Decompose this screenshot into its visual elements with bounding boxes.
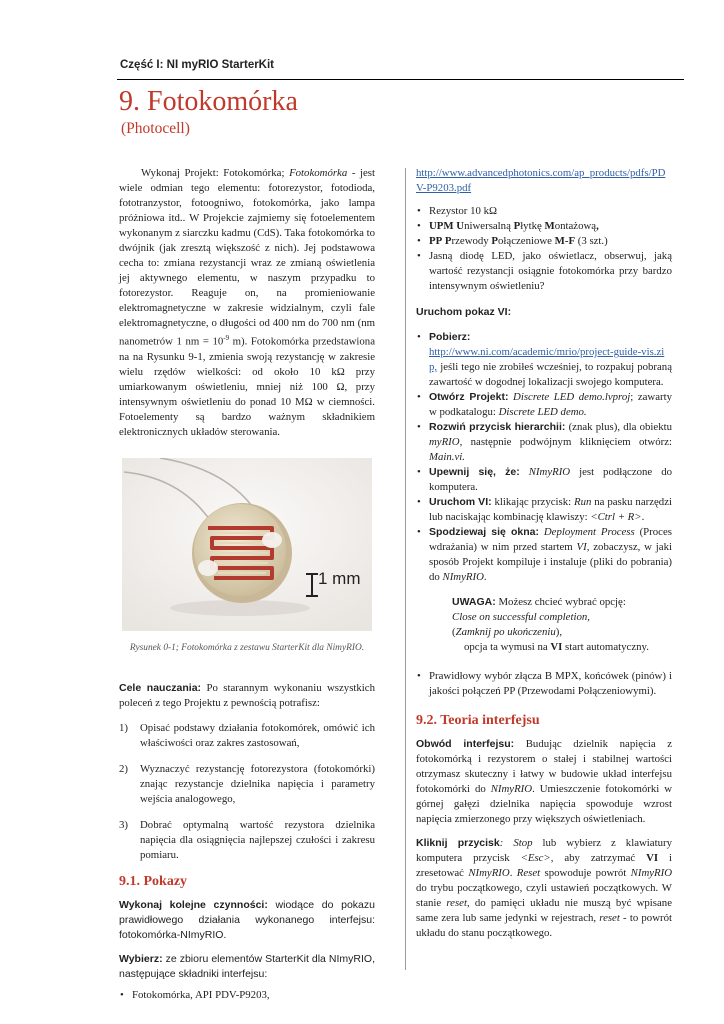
page-title: 9. Fotokomórka <box>119 86 298 117</box>
note-block: UWAGA: Możesz chcieć wybrać opcję: Close on successful completion, (Zamknij po ukończeniu), opcja ta wymusi na VI start automatyczny. <box>452 596 649 653</box>
list-item: • UPM Uniwersalną Płytkę Montażową, <box>416 219 672 234</box>
page-subtitle: (Photocell) <box>121 120 190 137</box>
learning-goals-list <box>119 721 375 863</box>
steps-intro: Wykonaj kolejne czynności: wiodące do pokazu prawidłowego działania wykonanego interfejsu: fotokomórka-NImyRIO. <box>119 898 375 941</box>
list-item: • Otwórz Projekt: Discrete LED demo.lvproj; zawarty w podkatalogu: Discrete LED demo. <box>416 390 672 420</box>
connection-note-list <box>416 669 672 699</box>
learning-goals-intro: Cele nauczania: Po starannym wykonaniu wszystkich poleceń z tego Projektu z pewnością potrafisz: <box>119 681 375 709</box>
running-header: Część I: NI myRIO StarterKit <box>120 59 275 71</box>
download-link[interactable]: http://www.ni.com/academic/mrio/project-guide-vis.zip, <box>429 346 665 373</box>
parts-list-start <box>119 988 375 1003</box>
list-item: • Jasną diodę LED, jako oświetlacz, obserwuj, jaką wartość rezystancji osiągnie fotokomórka przy bardzo intensywnym oświetleniu? <box>416 249 672 294</box>
section-heading-9-1: 9.1. Pokazy <box>119 873 188 889</box>
photocell-photo <box>122 458 372 631</box>
list-item: • PP Przewody Połączeniowe M-F (3 szt.) <box>416 234 672 249</box>
intro-paragraph: Wykonaj Projekt: Fotokomórka; Fotokomórka - jest wiele odmian tego elementu: fotorezystor, fotodioda, fototranzystor, fotoogniwo, fotokomórka, jako lampa próżniowa itd.. W Projekcie zajmiemy się fotoelementem wykonanym z siarczku kadmu (CdS). Taka fotokomórka to dwójnik (jak zresztą większość z nich). Jej podstawowa cecha to: zmiana rezystancji wraz ze zmianą oświetlenia jej aktywnego elementu, w naszym przypadku to fotorezystor. Reaguje on, na promieniowanie elektromagnetyczne w zakresie widzialnym, czyli fale elektromagnetyczne, o długości od 400 nm do 700 nm (nm nanometrów 1 nm = $10^{-9}$ m). Fotokomórka przedstawiona na na Rysunku 9-1, zmienia swoją rezystancję w zakresie wielu rzędów wielkości: od około 10 kΩ przy umiarkowanym oświetleniu, mniej niż 100 Ω, przy intensywnym oświetleniu do ponad 10 MΩ w ciemności. Fotoelementy są bardzo ważnym składnikiem elektronicznych układów sterowania. <box>119 167 375 438</box>
list-item: • Spodziewaj się okna: Deployment Process (Proces wdrażania) w nim przed startem VI, zobaczysz, w jaki sposób Projekt kompiluje i instaluje (pliki do pobrania) do NImyRIO. <box>416 525 672 585</box>
list-item: 3) Dobrać optymalną wartość rezystora dzielnika napięcia dla osiągnięcia najlepszej czułości i zakresu pomiaru. <box>119 818 375 861</box>
list-item: • Upewnij się, że: NImyRIO jest podłączone do komputera. <box>416 465 672 495</box>
figure-caption: Rysunek 0-1; Fotokomórka z zestawu StarterKit dla NimyRIO. <box>129 642 365 653</box>
section-heading-9-2: 9.2. Teoria interfejsu <box>416 713 540 728</box>
column-divider <box>405 168 406 970</box>
list-item: • Uruchom VI: klikając przycisk: Run na pasku narzędzi lub naciskając kombinację klawiszy: <Ctrl + R>. <box>416 495 672 525</box>
circuit-paragraph: Obwód interfejsu: Budując dzielnik napięcia z fotokomórką i rezystorem o stałej i stabilnej wartości otrzymasz skuteczny i łatwy w budowie układ interfejsu fotokomórki do NImyRIO. Umieszczenie fotokomórki w górnej gałęzi dzielnika napięcia spowoduje wzrost napięcia zmierzonego przy większych oświetleniach. <box>416 738 672 825</box>
header-rule <box>117 79 684 80</box>
list-item: • Rezystor 10 kΩ <box>416 204 672 219</box>
demo-steps-list <box>416 330 672 585</box>
list-item: • Prawidłowy wybór złącza B MPX, końcówek (pinów) i jakości połączeń PP (Przewodami Połączeniowymi). <box>416 669 672 699</box>
scale-label: 1 mm <box>318 568 361 588</box>
parts-list <box>416 204 672 294</box>
list-item: • Rozwiń przycisk hierarchii: (znak plus), dla obiektu myRIO, następnie podwójnym kliknięciem otwórz: Main.vi. <box>416 420 672 465</box>
left-column <box>119 166 375 1003</box>
stop-paragraph: Kliknij przycisk: Stop lub wybierz z klawiatury komputera przycisk <Esc>, aby zatrzymać VI i zresetować NImyRIO. Reset spowoduje powrót NImyRIO do trybu początkowego, czyli ustawień początkowych. W stanie reset, do pamięci układu nie muszą być wpisane same zera lub same jedynki w rejestrach, reset - to powrót układu do stanu początkowego. <box>416 837 673 939</box>
list-item: 2) Wyznaczyć rezystancję fotorezystora (fotokomórki) znając rezystancje dzielnika napięcia i parametry wejścia analogowego, <box>119 762 375 805</box>
photocell-illustration <box>122 458 372 631</box>
list-item: • Fotokomórka, API PDV-P9203, <box>119 988 375 1003</box>
demo-heading: Uruchom pokaz VI: <box>416 306 512 318</box>
parts-intro: Wybierz: ze zbioru elementów StarterKit dla NImyRIO, następujące składniki interfejsu: <box>119 952 375 980</box>
list-item: • Pobierz: http://www.ni.com/academic/mrio/project-guide-vis.zip, jeśli tego nie zrobiłeś wcześniej, to rozpakuj pobraną zawartość w dogodnej lokalizacji swojego komputera. <box>416 330 672 390</box>
datasheet-link[interactable]: http://www.advancedphotonics.com/ap_products/pdfs/PDV-P9203.pdf <box>416 167 666 194</box>
list-item: 1) Opisać podstawy działania fotokomórek, omówić ich właściwości oraz zakres zastosowań, <box>119 721 375 749</box>
right-column <box>416 166 672 941</box>
